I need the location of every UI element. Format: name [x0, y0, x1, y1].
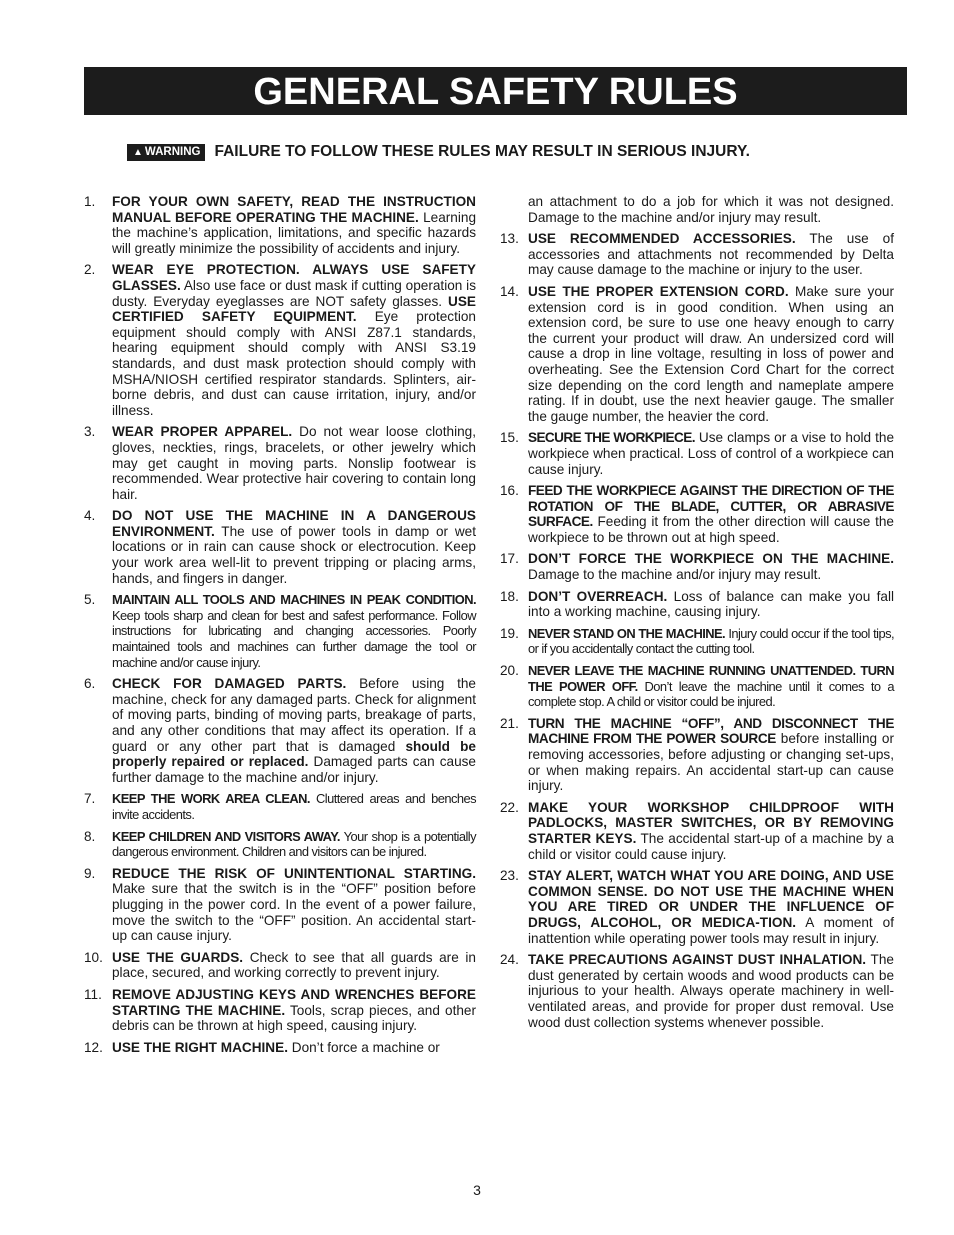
rule-4: 4. DO NOT USE THE MACHINE IN A DANGEROUS ENVIRONMENT. The use of power tools in damp or wet locations or in rain can cause shock or electrocution. Keep your work area well-lit to prevent tripping or placing arms, hands, and fingers in danger. — [84, 508, 476, 586]
rule-22: 22. MAKE YOUR WORKSHOP CHILDPROOF WITH PADLOCKS, MASTER SWITCHES, OR BY REMOVING STARTER KEYS. The accidental start-up of a machine by a child or visitor could cause injury. — [500, 799, 894, 862]
rule-15: 15. SECURE THE WORKPIECE. Use clamps or a vise to hold the workpiece when practical. Loss of control of a workpiece can cause injury. — [500, 430, 895, 477]
warning-triangle-icon: ▲ — [133, 146, 143, 158]
rule-18: 18. DON’T OVERREACH. Loss of balance can make you fall into a working machine, causing injury. — [500, 588, 894, 620]
rule-14: 14. USE THE PROPER EXTENSION CORD. Make sure your extension cord is in good condition. When using an extension cord, be sure to use one heavy enough to carry the current your product will draw. An undersized cord will cause a drop in line voltage, resulting in loss of power and overheating. See the Extension Cord Chart for the correct size depending on the cord length and nameplate ampere rating. If in doubt, use the next heavier gauge. The smaller the gauge number, the heavier the cord. — [500, 283, 894, 424]
rule-9: 9. REDUCE THE RISK OF UNINTENTIONAL STARTING. Make sure that the switch is in the “OFF” position before plugging in the power cord. In the event of a power failure, move the switch to the “OFF” position. An accidental start-up can cause injury. — [84, 865, 476, 944]
right-column — [500, 194, 894, 1036]
rule-16: 16. FEED THE WORKPIECE AGAINST THE DIRECTION OF THE ROTATION OF THE BLADE, CUTTER, OR ABRASIVE SURFACE. Feeding it from the other direction will cause the workpiece to be thrown out at high speed. — [500, 483, 894, 545]
rule-10: 10. USE THE GUARDS. Check to see that all guards are in place, secured, and working correctly to prevent injury. — [84, 949, 476, 981]
rule-17: 17. DON’T FORCE THE WORKPIECE ON THE MACHINE. Damage to the machine and/or injury may result. — [500, 551, 894, 583]
rule-3: 3. WEAR PROPER APPAREL. Do not wear loose clothing, gloves, neckties, rings, bracelets, or other jewelry which may get caught in moving parts. Nonslip footwear is recommended. Wear protective hair covering to contain long hair. — [84, 424, 476, 502]
warning-text: FAILURE TO FOLLOW THESE RULES MAY RESULT IN SERIOUS INJURY. — [214, 143, 750, 160]
left-column — [84, 194, 476, 1061]
rule-5: 5. MAINTAIN ALL TOOLS AND MACHINES IN PEAK CONDITION. Keep tools sharp and clean for best and safest performance. Follow instructions for lubricating and changing accessories. Poorly maintained tools and machines can further damage the tool or machine and/or cause injury. — [84, 592, 476, 670]
rule-7: 7. KEEP THE WORK AREA CLEAN. Cluttered areas and benches invite accidents. — [84, 791, 476, 822]
rule-12-continued: an attachment to do a job for which it was not designed. Damage to the machine and/or injury may result. — [528, 194, 894, 225]
rule-19: 19. NEVER STAND ON THE MACHINE. Injury could occur if the tool tips, or if you accidentally contact the cutting tool. — [500, 625, 894, 657]
rule-21: 21. TURN THE MACHINE “OFF”, AND DISCONNECT THE MACHINE FROM THE POWER SOURCE before installing or removing accessories, before adjusting or changing set-ups, or when making repairs. An accidental start-up can cause injury. — [500, 715, 894, 794]
rule-1: 1. FOR YOUR OWN SAFETY, READ THE INSTRUCTION MANUAL BEFORE OPERATING THE MACHINE. Learning the machine’s application, limitations, and specific hazards will greatly minimize the possibility of accidents and injury. — [84, 194, 477, 256]
rule-20: 20. NEVER LEAVE THE MACHINE RUNNING UNATTENDED. TURN THE POWER OFF. Don’t leave the machine until it comes to a complete stop. A child or visitor could be injured. — [500, 663, 894, 710]
rule-6: 6. CHECK FOR DAMAGED PARTS. Before using the machine, check for any damaged parts. Check for alignment of moving parts, binding of moving parts, breakage of parts, and any other conditions that may affect its operation. If a guard or any other part that is damaged should be properly repaired or replaced. Damaged parts can cause further damage to the machine and/or injury. — [84, 676, 476, 785]
rule-2: 2. WEAR EYE PROTECTION. ALWAYS USE SAFETY GLASSES. Also use face or dust mask if cutting operation is dusty. Everyday eyeglasses are NOT safety glasses. USE CERTIFIED SAFETY EQUIPMENT. Eye protection equipment should comply with ANSI Z87.1 standards, hearing equipment should comply with ANSI S3.19 standards, and dust mask protection should comply with MSHA/NIOSH certified respirator standards. Splinters, air-borne debris, and dust can cause irritation, injury, and/or illness. — [84, 262, 476, 418]
rule-12: 12. USE THE RIGHT MACHINE. Don’t force a machine or — [84, 1039, 440, 1055]
rule-11: 11. REMOVE ADJUSTING KEYS AND WRENCHES BEFORE STARTING THE MACHINE. Tools, scrap pieces, and other debris can be thrown at high speed, causing injury. — [84, 986, 476, 1034]
rule-8: 8. KEEP CHILDREN AND VISITORS AWAY. Your shop is a potentially dangerous environment. Children and visitors can be injured. — [84, 828, 476, 860]
rule-24: 24. TAKE PRECAUTIONS AGAINST DUST INHALATION. The dust generated by certain woods and wood products can be injurious to your health. Always operate machinery in well-ventilated areas, and provide for proper dust removal. Use wood dust collection systems whenever possible. — [500, 952, 894, 1030]
rule-13: 13. USE RECOMMENDED ACCESSORIES. The use of accessories and attachments not recommended by Delta may cause damage to the machine or injury to the user. — [500, 231, 894, 278]
page-number: 3 — [473, 1182, 481, 1198]
page-title: GENERAL SAFETY RULES — [84, 67, 907, 115]
warning-badge-label: WARNING — [144, 146, 201, 158]
warning-line — [127, 142, 750, 162]
rule-23: 23. STAY ALERT, WATCH WHAT YOU ARE DOING, AND USE COMMON SENSE. DO NOT USE THE MACHINE WHEN YOU ARE TIRED OR UNDER THE INFLUENCE OF DRUGS, ALCOHOL, OR MEDICA-TION. A moment of inattention while operating power tools may result in injury. — [500, 868, 894, 946]
warning-badge — [127, 144, 205, 161]
